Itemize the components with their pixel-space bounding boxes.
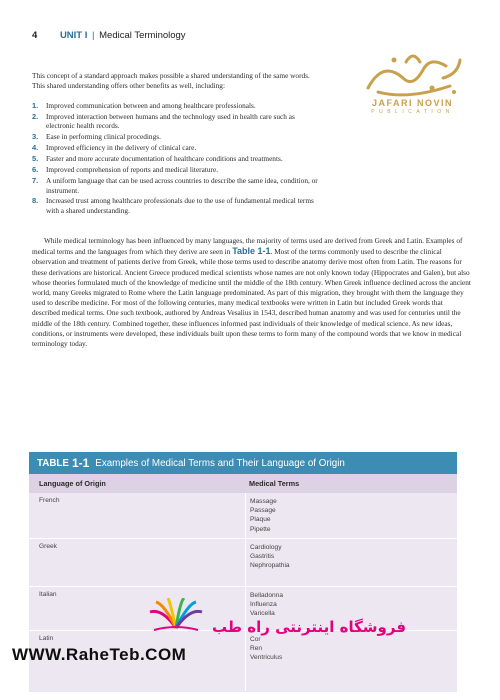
header-separator: | xyxy=(92,30,95,41)
list-text: Improved communication between and among healthcare professionals. xyxy=(46,101,256,110)
list-number: 6. xyxy=(32,165,39,175)
terms-cell xyxy=(245,539,290,586)
table-reference-link[interactable]: Table 1-1 xyxy=(232,246,271,257)
list-number: 1. xyxy=(32,101,39,110)
table-column-headers xyxy=(29,474,457,493)
list-number: 8. xyxy=(32,196,39,206)
term: Ventriculus xyxy=(250,654,283,662)
language-cell: Italian xyxy=(39,591,57,598)
term: Massage xyxy=(250,498,277,505)
language-cell: Latin xyxy=(39,635,54,642)
terms-cell xyxy=(245,631,282,691)
list-text: Ease in performing clinical procedings. xyxy=(46,132,161,142)
paragraph-text-after: . Most of the terms commonly used to describe the clinical observation and treatment of patients derive from Greek, while those terms used to describe anatomy derive most often from Latin. The reasons for these derivations are historical. Ancient Greece produced medical scientists whose names are not only known today (Hippocrates and Galen), but also whose theories formulated much of the knowledge of medicine until the middle of the 18th century. When Greek influence declined across the ancient world, many Greeks migrated to Rome where the Latin language predominated. As part of this migration, they brought with them the language they used to describe medicine. For most of the following centuries, many medical textbooks were written in Latin but included Greek words that described medical terms. One such textbook, authored by Andreas Vesalius in 1543, described human anatomy and was used for centuries until the middle of the 18th century. Combined together, these influences informed past individuals of their knowledge of medical science. As new ideas, conditions, or instruments were developed, these individuals built upon these terms to form many of the compound words that we know in medical terminology today. xyxy=(32,247,471,349)
list-number: 2. xyxy=(32,111,39,121)
term: Gastritis xyxy=(250,553,275,561)
terms-cell xyxy=(245,493,277,538)
term: Passage xyxy=(250,507,276,515)
term: Belladonna xyxy=(250,592,283,599)
list-item xyxy=(32,132,322,142)
column-header-language: Language of Origin xyxy=(39,479,106,488)
publisher-emblem-icon xyxy=(358,48,468,100)
term: Ren xyxy=(250,645,263,653)
table-row xyxy=(29,539,457,587)
language-cell: French xyxy=(39,497,60,504)
list-item xyxy=(32,154,322,164)
book-rainbow-icon xyxy=(148,598,204,634)
list-text: Improved interaction between humans and the technology used in health care such as electronic health records. xyxy=(46,111,295,131)
table-label: TABLE xyxy=(37,457,69,469)
page-header xyxy=(32,30,186,41)
store-url-watermark: WWW.RaheTeb.COM xyxy=(12,645,187,664)
table-title: Examples of Medical Terms and Their Language of Origin xyxy=(95,457,345,469)
body-paragraph xyxy=(32,236,472,349)
list-item xyxy=(32,165,322,175)
intro-paragraph: This concept of a standard approach makes possible a shared understanding of the same words. This shared understanding offers other benefits as well, including: xyxy=(32,71,310,90)
table-number: 1-1 xyxy=(71,456,90,470)
list-number: 3. xyxy=(32,132,39,142)
term: Nephropathia xyxy=(250,562,290,570)
list-text: Faster and more accurate documentation of healthcare conditions and treatments. xyxy=(46,154,283,164)
column-header-terms: Medical Terms xyxy=(249,479,300,488)
list-number: 4. xyxy=(32,143,39,153)
list-item xyxy=(32,176,322,195)
list-item xyxy=(32,101,322,111)
paragraph-text-before: While medical terminology has been influenced by many languages, the majority of terms used are derived from Greek and Latin. Examples of medical terms and the languages from which they derive are seen in xyxy=(32,236,463,257)
term: Varicella xyxy=(250,610,275,618)
unit-title: Medical Terminology xyxy=(99,30,186,41)
term: Pipette xyxy=(250,525,271,533)
term: Cardiology xyxy=(250,544,282,551)
table-title-bar xyxy=(29,452,457,474)
logo-brand: JAFARI NOVIN xyxy=(371,98,453,108)
table-row xyxy=(29,493,457,539)
list-number: 7. xyxy=(32,175,39,185)
unit-label: UNIT xyxy=(59,30,83,41)
list-text: A uniform language that can be used across countries to describe the same idea, condition, or instrument. xyxy=(46,175,318,195)
benefits-list xyxy=(32,101,322,217)
list-text: Improved efficiency in the delivery of clinical care. xyxy=(46,143,197,153)
list-item xyxy=(32,143,322,153)
page-number: 4 xyxy=(32,30,38,41)
list-text: Increased trust among healthcare professionals due to the use of fundamental medical terms with a shared understanding. xyxy=(46,196,314,216)
list-item xyxy=(32,112,322,131)
store-name-watermark: فروشگاه اینترنتی راه طب xyxy=(212,618,407,636)
term: Cor xyxy=(250,636,261,643)
logo-subtitle: PUBLICATION xyxy=(371,109,454,115)
list-number: 5. xyxy=(32,154,39,164)
language-cell: Greek xyxy=(39,543,57,550)
term: Influenza xyxy=(250,601,277,609)
publisher-logo xyxy=(355,48,470,128)
list-item xyxy=(32,196,322,215)
unit-number: I xyxy=(84,30,88,41)
list-text: Improved comprehension of reports and medical literature. xyxy=(46,165,219,175)
term: Plaque xyxy=(250,516,271,524)
